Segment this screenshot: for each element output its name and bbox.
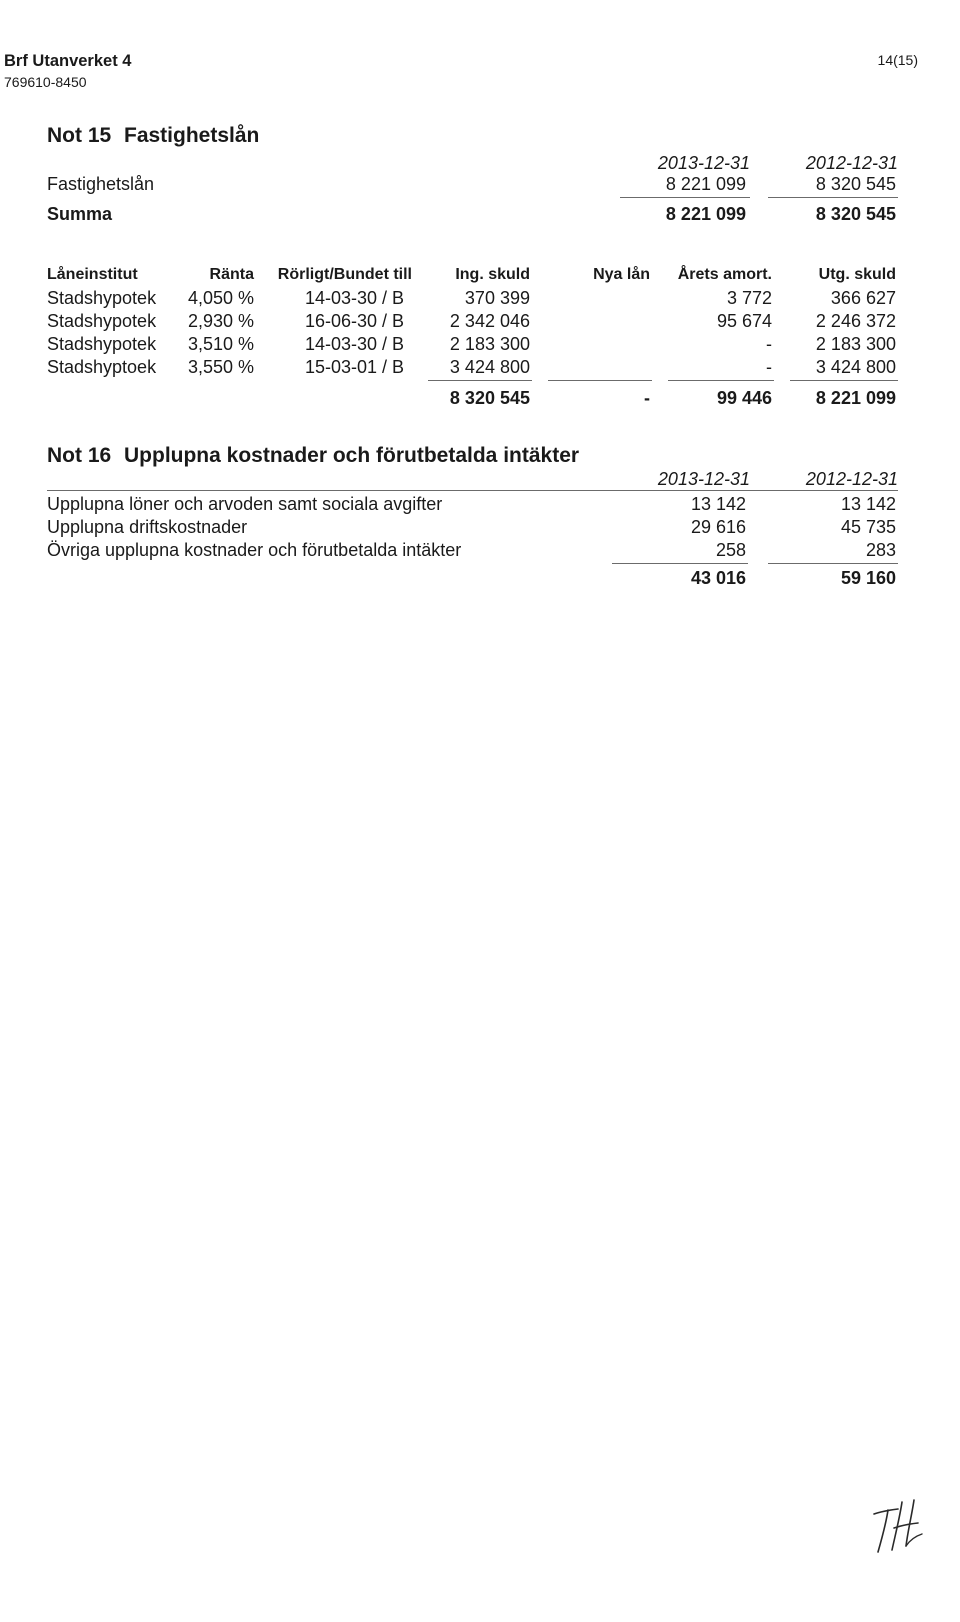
note16-header-divider (47, 490, 898, 491)
note15-col-2012: 2012-12-31 (805, 153, 898, 173)
loan-row-1-institute: Stadshypotek (47, 288, 157, 308)
loan-row-4-opening-debt: 3 424 800 (449, 357, 530, 377)
loan-row-3-institute: Stadshypotek (47, 334, 157, 354)
org-number: 769610-8450 (4, 74, 87, 90)
note16-row-2-label: Upplupna driftskostnader (47, 517, 248, 537)
signature-initials-icon (868, 1496, 928, 1560)
note16-row-1-2013: 13 142 (690, 494, 746, 514)
note16-row-3-2013: 258 (715, 540, 746, 560)
loan-total-opening-debt: 8 320 545 (449, 388, 530, 408)
loan-row-4-rate: 3,550 % (187, 357, 254, 377)
loan-row-4-closing-debt: 3 424 800 (815, 357, 896, 377)
loan-divider-amort (668, 380, 774, 381)
loan-row-3-fixed-until: 14-03-30 / B (304, 334, 404, 354)
loan-total-amortization: 99 446 (716, 388, 772, 408)
loan-row-2-closing-debt: 2 246 372 (815, 311, 896, 331)
loan-header-closing-debt: Utg. skuld (818, 266, 896, 283)
loan-row-2-fixed-until: 16-06-30 / B (304, 311, 404, 331)
note16-number: Not 16 (47, 444, 112, 467)
note15-sum-2012: 8 320 545 (815, 204, 896, 224)
note15-title: Fastighetslån (124, 124, 260, 147)
loan-row-3-amortization: - (766, 334, 772, 354)
note16-total-2013: 43 016 (690, 568, 746, 588)
note16-col-2012: 2012-12-31 (805, 469, 898, 489)
loan-header-institute: Låneinstitut (47, 266, 138, 283)
note16-divider-2013 (612, 563, 748, 564)
note16-row-3-2012: 283 (865, 540, 896, 560)
note15-row-2013: 8 221 099 (665, 174, 746, 194)
note16-total-2012: 59 160 (840, 568, 896, 588)
loan-row-1-opening-debt: 370 399 (464, 288, 530, 308)
note15-row-label: Fastighetslån (47, 174, 155, 194)
loan-total-closing-debt: 8 221 099 (815, 388, 896, 408)
loan-row-1-closing-debt: 366 627 (830, 288, 896, 308)
note15-sum-2013: 8 221 099 (665, 204, 746, 224)
loan-header-rate: Ränta (209, 266, 254, 283)
loan-row-3-closing-debt: 2 183 300 (815, 334, 896, 354)
loan-header-amortization: Årets amort. (677, 266, 772, 283)
loan-row-2-institute: Stadshypotek (47, 311, 157, 331)
note15-divider-2012 (768, 197, 898, 198)
loan-divider-closing (790, 380, 898, 381)
loan-row-1-fixed-until: 14-03-30 / B (304, 288, 404, 308)
loan-row-3-rate: 3,510 % (187, 334, 254, 354)
note16-row-2-2013: 29 616 (690, 517, 746, 537)
loan-row-4-institute: Stadshyptoek (47, 357, 157, 377)
note16-row-3-label: Övriga upplupna kostnader och förutbetalda intäkter (47, 540, 462, 560)
company-name: Brf Utanverket 4 (4, 52, 132, 70)
note16-divider-2012 (768, 563, 898, 564)
loan-row-2-opening-debt: 2 342 046 (449, 311, 530, 331)
loan-row-4-amortization: - (766, 357, 772, 377)
note15-col-2013: 2013-12-31 (657, 153, 750, 173)
note16-col-2013: 2013-12-31 (657, 469, 750, 489)
page-number: 14(15) (877, 52, 918, 68)
note16-row-1-2012: 13 142 (840, 494, 896, 514)
loan-row-2-amortization: 95 674 (716, 311, 772, 331)
note15-sum-label: Summa (47, 204, 113, 224)
loan-divider-new (548, 380, 652, 381)
loan-row-2-rate: 2,930 % (187, 311, 254, 331)
loan-header-fixed-until: Rörligt/Bundet till (277, 266, 412, 283)
note15-number: Not 15 (47, 124, 112, 147)
loan-row-4-fixed-until: 15-03-01 / B (304, 357, 404, 377)
loan-row-1-rate: 4,050 % (187, 288, 254, 308)
loan-row-1-amortization: 3 772 (726, 288, 772, 308)
note15-divider-2013 (620, 197, 750, 198)
note16-title: Upplupna kostnader och förutbetalda intäkter (124, 444, 580, 467)
loan-row-3-opening-debt: 2 183 300 (449, 334, 530, 354)
note16-row-2-2012: 45 735 (840, 517, 896, 537)
loan-divider-opening (428, 380, 532, 381)
note16-row-1-label: Upplupna löner och arvoden samt sociala avgifter (47, 494, 443, 514)
note15-row-2012: 8 320 545 (815, 174, 896, 194)
loan-total-new-loans: - (644, 388, 650, 408)
loan-header-new-loans: Nya lån (593, 266, 650, 283)
loan-header-opening-debt: Ing. skuld (455, 266, 530, 283)
